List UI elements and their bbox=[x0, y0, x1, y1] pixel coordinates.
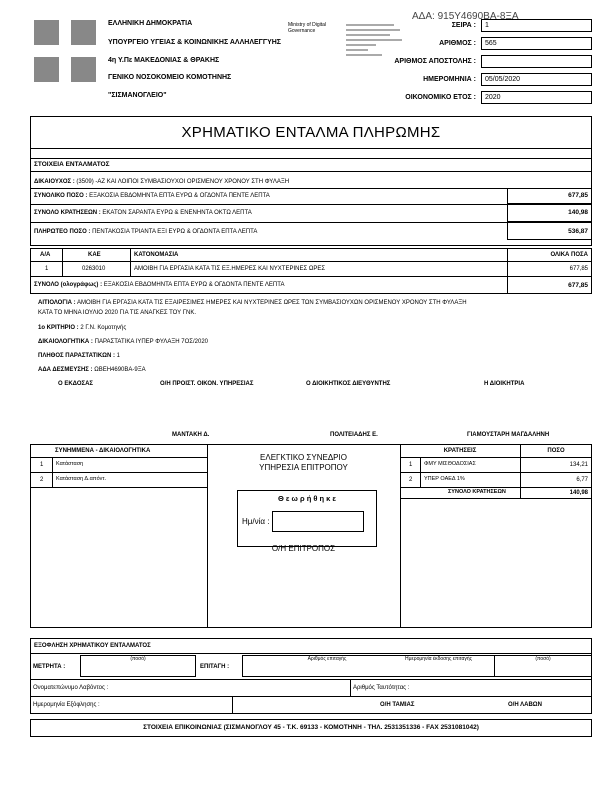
elegktiko-line1: ΕΛΕΓΚΤΙΚΟ ΣΥΝΕΔΡΙΟ bbox=[260, 453, 347, 462]
header-hospital-name: "ΣΙΣΜΑΝΟΓΛΕΙΟ" bbox=[108, 92, 167, 99]
kae-row-kae: 0263010 bbox=[82, 266, 106, 272]
kae-col-kae: ΚΑΕ bbox=[88, 252, 101, 258]
kae-total-amount: 677,85 bbox=[568, 282, 588, 289]
kritirio-value: 2 Γ.Ν. Κομοτηνής bbox=[80, 325, 127, 331]
krathseis-row2-poso: 6,77 bbox=[576, 477, 588, 483]
plirotoeo-label: ΠΛΗΡΩΤΕΟ ΠΟΣΟ : bbox=[34, 229, 91, 235]
dikaiouxos-row bbox=[34, 179, 289, 185]
sig-name2: ΠΟΛΙΤΕΙΑΔΗΣ Ε. bbox=[330, 432, 378, 438]
kae-row-aa: 1 bbox=[45, 266, 49, 272]
kae-row-katonomasia: ΑΜΟΙΒΗ ΓΙΑ ΕΡΓΑΣΙΑ ΚΑΤΑ ΤΙΣ ΕΞ.ΗΜΕΡΕΣ ΚΑΙ ΝΥΧΤΕΡΙΝΕΣ ΩΡΕΣ bbox=[134, 266, 326, 272]
date-label: ΗΜΕΡΟΜΗΝΙΑ : bbox=[423, 76, 476, 83]
signature-stamp-org: Ministry of Digital Governance bbox=[288, 22, 327, 34]
kae-total-words: ΕΞΑΚΟΣΙΑ ΕΒΔΟΜΗΝΤΑ ΕΠΤΑ ΕΥΡΩ & ΟΓΔΟΝΤΑ ΠΕΝΤΕ ΛΕΠΤΑ bbox=[103, 282, 285, 288]
elegktiko-epitropos: Ο/Η ΕΠΙΤΡΟΠΟΣ bbox=[271, 544, 336, 553]
etos-label: ΟΙΚΟΝΟΜΙΚΟ ΕΤΟΣ : bbox=[405, 94, 476, 101]
synoliko-words: ΕΞΑΚΟΣΙΑ ΕΒΔΟΜΗΝΤΑ ΕΠΤΑ ΕΥΡΩ & ΟΓΔΟΝΤΑ ΠΕΝΤΕ ΛΕΠΤΑ bbox=[89, 193, 270, 199]
dikaiologitika-row bbox=[38, 339, 208, 345]
header-ministry: ΥΠΟΥΡΓΕΙΟ ΥΓΕΙΑΣ & ΚΟΙΝΩΝΙΚΗΣ ΑΛΛΗΛΕΓΓΥΗΣ bbox=[108, 39, 282, 46]
page-title: ΧΡΗΜΑΤΙΚΟ ΕΝΤΑΛΜΑ ΠΛΗΡΩΜΗΣ bbox=[181, 124, 441, 141]
ada-desmeusis-row bbox=[38, 367, 146, 373]
kritirio-label: 1ο ΚΡΙΤΗΡΙΟ : bbox=[38, 325, 79, 331]
kae-col-poso: ΟΛΙΚΑ ΠΟΣΑ bbox=[550, 252, 588, 258]
header-country: ΕΛΛΗΝΙΚΗ ΔΗΜΟΚΡΑΤΙΑ bbox=[108, 20, 193, 27]
kritirio-row bbox=[38, 325, 126, 331]
signature-stamp-icon bbox=[346, 22, 406, 56]
metrita-poso-label: (ποσό) bbox=[130, 656, 146, 662]
krathseis-row1-n: 1 bbox=[409, 462, 413, 468]
synimmena-row2-n: 2 bbox=[40, 477, 44, 483]
krathseis-col-name: ΚΡΑΤΗΣΕΙΣ bbox=[443, 448, 477, 454]
synoliko-amount: 677,85 bbox=[568, 192, 588, 199]
arithmos-label: ΑΡΙΘΜΟΣ : bbox=[439, 40, 476, 47]
plirotoeo-words: ΠΕΝΤΑΚΟΣΙΑ ΤΡΙΑΝΤΑ ΕΞΙ ΕΥΡΩ & ΟΓΔΟΝΤΑ ΕΠΤΑ ΛΕΠΤΑ bbox=[92, 229, 258, 235]
synoliko-label: ΣΥΝΟΛΙΚΟ ΠΟΣΟ : bbox=[34, 193, 88, 199]
stoixeia-heading-row bbox=[30, 158, 592, 172]
synimmena-row1-n: 1 bbox=[40, 462, 44, 468]
elegktiko-line2: ΥΠΗΡΕΣΙΑ ΕΠΙΤΡΟΠΟΥ bbox=[259, 463, 348, 472]
footer-contact: ΣΤΟΙΧΕΙΑ ΕΠΙΚΟΙΝΩΝΙΑΣ (ΣΙΣΜΑΝΟΓΛΟΥ 45 - Τ.Κ. 69133 - ΚΟΜΟΤΗΝΗ - ΤΗΛ. 2531351336 - FAX 2531081042) bbox=[143, 724, 479, 731]
plithos-row bbox=[38, 353, 120, 359]
sig-dioikitria: Η ΔΙΟΙΚΗΤΡΙΑ bbox=[484, 381, 525, 387]
krathseis-total-label: ΣΥΝΟΛΟ ΚΡΑΤΗΣΕΩΝ bbox=[448, 489, 506, 495]
krathseis-row1-poso: 134,21 bbox=[569, 462, 588, 468]
dikaiouxos-value: (3509) -ΑΖ ΚΑΙ ΛΟΙΠΟΙ ΣΥΜΒΑΣΙΟΥΧΟΙ ΟΡΙΣΜΕΝΟΥ ΧΡΟΝΟΥ ΣΤΗ ΦΥΛΑΞΗ bbox=[76, 179, 290, 185]
aitiologia-text2: ΚΑΤΑ ΤΟ ΜΗΝΑ ΙΟΥΛΙΟ 2020 ΓΙΑ ΤΙΣ ΑΝΑΓΚΕΣ ΤΟΥ ΓΝΚ. bbox=[38, 310, 197, 316]
elegktiko-date-label: Ημ/νία : bbox=[242, 517, 270, 526]
dikaiouxos-label: ΔΙΚΑΙΟΥΧΟΣ : bbox=[34, 179, 75, 185]
ada-number: ΑΔΑ: 915Υ4690ΒΑ-8ΞΑ bbox=[412, 11, 519, 22]
onomatepwnymo-label: Ονοματεπώνυμο Λαβόντος : bbox=[33, 685, 109, 691]
aitiologia-label: ΑΙΤΙΟΛΟΓΙΑ : bbox=[38, 300, 76, 306]
epitagi-poso-label: (ποσό) bbox=[535, 656, 551, 662]
imerominia-exoflisis-label: Ημερομηνία Εξόφλησης : bbox=[33, 702, 100, 708]
krathseis-total-amount: 140,98 bbox=[569, 490, 588, 496]
krathseis-row1-name: ΦΜΥ ΜΙΣΘΟΔΟΣΙΑΣ bbox=[424, 461, 476, 467]
synimmena-row1-text: Κατάσταση bbox=[56, 461, 84, 467]
seira-label: ΣΕΙΡΑ : bbox=[451, 22, 476, 29]
title-box bbox=[30, 116, 592, 148]
tamias-label: Ο/Η ΤΑΜΙΑΣ bbox=[380, 702, 415, 708]
plithos-value: 1 bbox=[116, 353, 120, 359]
etos-value: 2020 bbox=[481, 91, 592, 104]
krathseis-words: ΕΚΑΤΟΝ ΣΑΡΑΝΤΑ ΕΥΡΩ & ΕΝΕΝΗΝΤΑ ΟΚΤΩ ΛΕΠΤΑ bbox=[102, 210, 252, 216]
arithmos-epitagis-label: Αριθμός επιταγής bbox=[307, 656, 347, 662]
plirotoeo-amount: 536,87 bbox=[568, 228, 588, 235]
sig-proist: Ο/Η ΠΡΟΙΣΤ. ΟΙΚΟΝ. ΥΠΗΡΕΣΙΑΣ bbox=[160, 381, 254, 387]
exoflisi-heading: ΕΞΟΦΛΗΣΗ ΧΡΗΜΑΤΙΚΟΥ ΕΝΤΑΛΜΑΤΟΣ bbox=[34, 643, 151, 649]
ada-desmeusis-label: ΑΔΑ ΔΕΣΜΕΥΣΗΣ : bbox=[38, 367, 93, 373]
krathseis-row2-name: ΥΠΕΡ ΟΑΕΔ 1% bbox=[424, 476, 465, 482]
sig-dieythyntis: Ο ΔΙΟΙΚΗΤΙΚΟΣ ΔΙΕΥΘΥΝΤΗΣ bbox=[306, 381, 391, 387]
theorithike-text: Θ ε ω ρ ή θ η κ ε bbox=[278, 494, 336, 503]
plithos-label: ΠΛΗΘΟΣ ΠΑΡΑΣΤΑΤΙΚΩΝ : bbox=[38, 353, 115, 359]
sig-name1: ΜΑΝΤΑΚΗ Δ. bbox=[172, 432, 210, 438]
krathseis-label: ΣΥΝΟΛΟ ΚΡΑΤΗΣΕΩΝ : bbox=[34, 210, 101, 216]
apostolis-label: ΑΡΙΘΜΟΣ ΑΠΟΣΤΟΛΗΣ : bbox=[394, 58, 476, 65]
header-ype: 4η Υ.Πε ΜΑΚΕΔΟΝΙΑΣ & ΘΡΑΚΗΣ bbox=[108, 57, 220, 64]
elegktiko-date-field[interactable] bbox=[272, 511, 364, 532]
sig-name3: ΓΙΑΜΟΥΣΤΑΡΗ ΜΑΓΔΑΛΗΝΗ bbox=[467, 432, 550, 438]
date-value: 05/05/2020 bbox=[481, 73, 592, 86]
kae-col-katonomasia: ΚΑΤΟΝΟΜΑΣΙΑ bbox=[134, 252, 179, 258]
krathseis-row2-n: 2 bbox=[409, 477, 413, 483]
krathseis-amount: 140,98 bbox=[568, 209, 588, 216]
synimmena-row2-text: Κατάσταση Δ.απόντ. bbox=[56, 476, 107, 482]
aitiologia-line1 bbox=[38, 300, 467, 306]
plirotoeo-row bbox=[34, 229, 257, 235]
ada-desmeusis-value: ΩΒΕΗ4690ΒΑ-9ΞΑ bbox=[94, 367, 146, 373]
header-hospital: ΓΕΝΙΚΟ ΝΟΣΟΚΟΜΕΙΟ ΚΟΜΟΤΗΝΗΣ bbox=[108, 74, 232, 81]
kae-total-label: ΣΥΝΟΛΟ (ολογράφως) : bbox=[34, 282, 103, 288]
dikaiologitika-label: ΔΙΚΑΙΟΛΟΓΗΤΙΚΑ : bbox=[38, 339, 93, 345]
seira-value: 1 bbox=[481, 19, 592, 32]
krathseis-col-poso: ΠΟΣΟ bbox=[547, 448, 565, 454]
kae-col-aa: Α/Α bbox=[40, 252, 51, 258]
kae-total-row bbox=[34, 282, 284, 288]
cross-logo-icon bbox=[30, 16, 100, 86]
metrita-label: ΜΕΤΡΗΤΑ : bbox=[33, 664, 66, 670]
aitiologia-text1: ΑΜΟΙΒΗ ΓΙΑ ΕΡΓΑΣΙΑ ΚΑΤΑ ΤΙΣ ΕΞΑΙΡΕΣΙΜΕΣ ΗΜΕΡΕΣ ΚΑΙ ΝΥΧΤΕΡΙΝΕΣ ΩΡΕΣ ΤΩΝ ΣΥΜΒΑΣΙΟΥΧΩΝ ΟΡΙΣΜΕΝΟΥ ΧΡΟΝΟΥ ΣΤΗ ΦΥΛΑΞΗ bbox=[76, 300, 467, 306]
epitagi-label: ΕΠΙΤΑΓΗ : bbox=[200, 664, 230, 670]
imerominia-ekdosis-label: Ημερομηνία έκδοσης επιταγής bbox=[405, 656, 473, 662]
lavon-label: Ο/Η ΛΑΒΩΝ bbox=[508, 702, 542, 708]
arithmos-value: 565 bbox=[481, 37, 592, 50]
synoliko-row bbox=[34, 193, 270, 199]
stoixeia-heading: ΣΤΟΙΧΕΙΑ ΕΝΤΑΛΜΑΤΟΣ bbox=[34, 161, 110, 168]
dikaiologitika-value: ΠΑΡΑΣΤΑΤΙΚΑ ΙΥΠΕΡ ΦΥΛΑΞΗ 7ΟΣ/2020 bbox=[94, 339, 209, 345]
synimmena-heading: ΣΥΝΗΜΜΕΝΑ - ΔΙΚΑΙΟΛΟΓΗΤΙΚΑ bbox=[55, 448, 151, 454]
krathseis-row bbox=[34, 210, 252, 216]
kae-row-poso: 677,85 bbox=[569, 266, 588, 272]
sig-ekdosas: Ο ΕΚΔΟΣΑΣ bbox=[58, 381, 94, 387]
taytotita-label: Αριθμός Ταυτότητας : bbox=[353, 685, 410, 691]
apostolis-value bbox=[481, 55, 592, 68]
